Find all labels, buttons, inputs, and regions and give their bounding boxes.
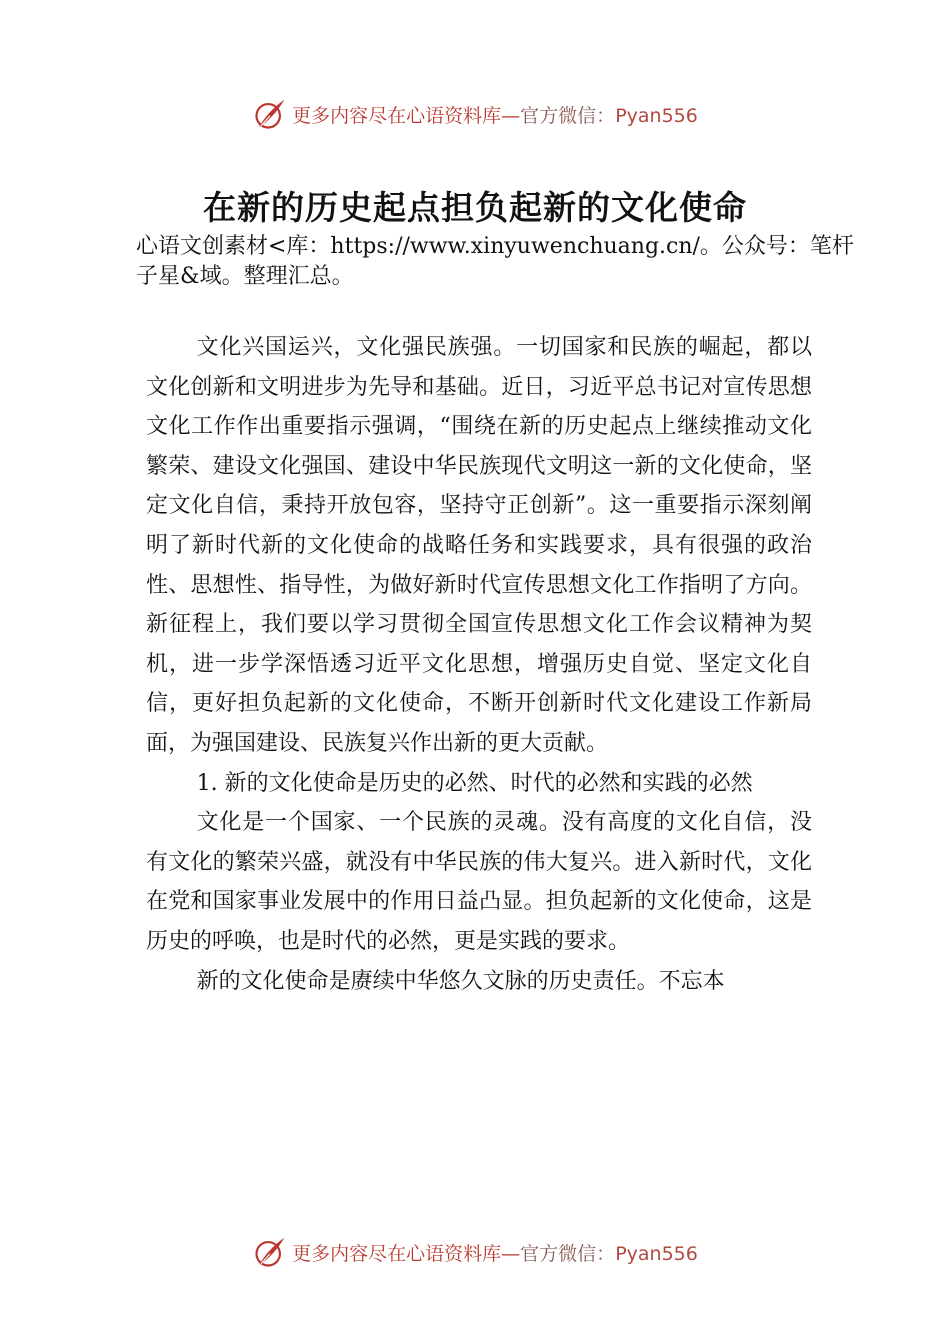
banner-wechat-label: 官方微信： xyxy=(520,104,616,127)
banner-separator: — xyxy=(501,1242,521,1265)
section-heading: 1. 新的文化使命是历史的必然、时代的必然和实践的必然 xyxy=(196,770,753,796)
paragraph: 新的文化使命是赓续中华悠久文脉的历史责任。不忘本 xyxy=(196,968,725,994)
source-note: 心语文创素材<库：https://www.xinyuwenchuang.cn/。公众号：笔杆子星&域。整理汇总。 xyxy=(136,234,854,289)
banner-wechat-id: Pyan556 xyxy=(615,104,698,127)
banner-separator: — xyxy=(501,104,521,127)
quill-pen-circle-icon xyxy=(252,1234,288,1270)
quill-pen-circle-icon xyxy=(252,96,288,132)
footer-banner xyxy=(0,1232,950,1272)
banner-wechat-id: Pyan556 xyxy=(615,1242,698,1265)
header-banner xyxy=(0,94,950,134)
banner-main-text: 更多内容尽在心语资料库 xyxy=(292,1242,502,1265)
paragraph: 文化是一个国家、一个民族的灵魂。没有高度的文化自信，没有文化的繁荣兴盛，就没有中华民族的伟大复兴。进入新时代，文化在党和国家事业发展中的作用日益凸显。担负起新的文化使命，这是历史的呼唤，也是时代的必然，更是实践的要求。 xyxy=(146,810,812,954)
document-title: 在新的历史起点担负起新的文化使命 xyxy=(203,188,747,227)
paragraph: 文化兴国运兴，文化强民族强。一切国家和民族的崛起，都以文化创新和文明进步为先导和基础。近日，习近平总书记对宣传思想文化工作作出重要指示强调，“围绕在新的历史起点上继续推动文化繁荣、建设文化强国、建设中华民族现代文明这一新的文化使命，坚定文化自信，秉持开放包容，坚持守正创新”。这一重要指示深刻阐明了新时代新的文化使命的战略任务和实践要求，具有很强的政治性、思想性、指导性，为做好新时代宣传思想文化工作指明了方向。新征程上，我们要以学习贯彻全国宣传思想文化工作会议精神为契机，进一步学深悟透习近平文化思想，增强历史自觉、坚定文化自信，更好担负起新的文化使命，不断开创新时代文化建设工作新局面，为强国建设、民族复兴作出新的更大贡献。 xyxy=(146,335,812,756)
article-body xyxy=(146,328,812,1001)
banner-wechat-label: 官方微信： xyxy=(520,1242,616,1265)
banner-main-text: 更多内容尽在心语资料库 xyxy=(292,104,502,127)
